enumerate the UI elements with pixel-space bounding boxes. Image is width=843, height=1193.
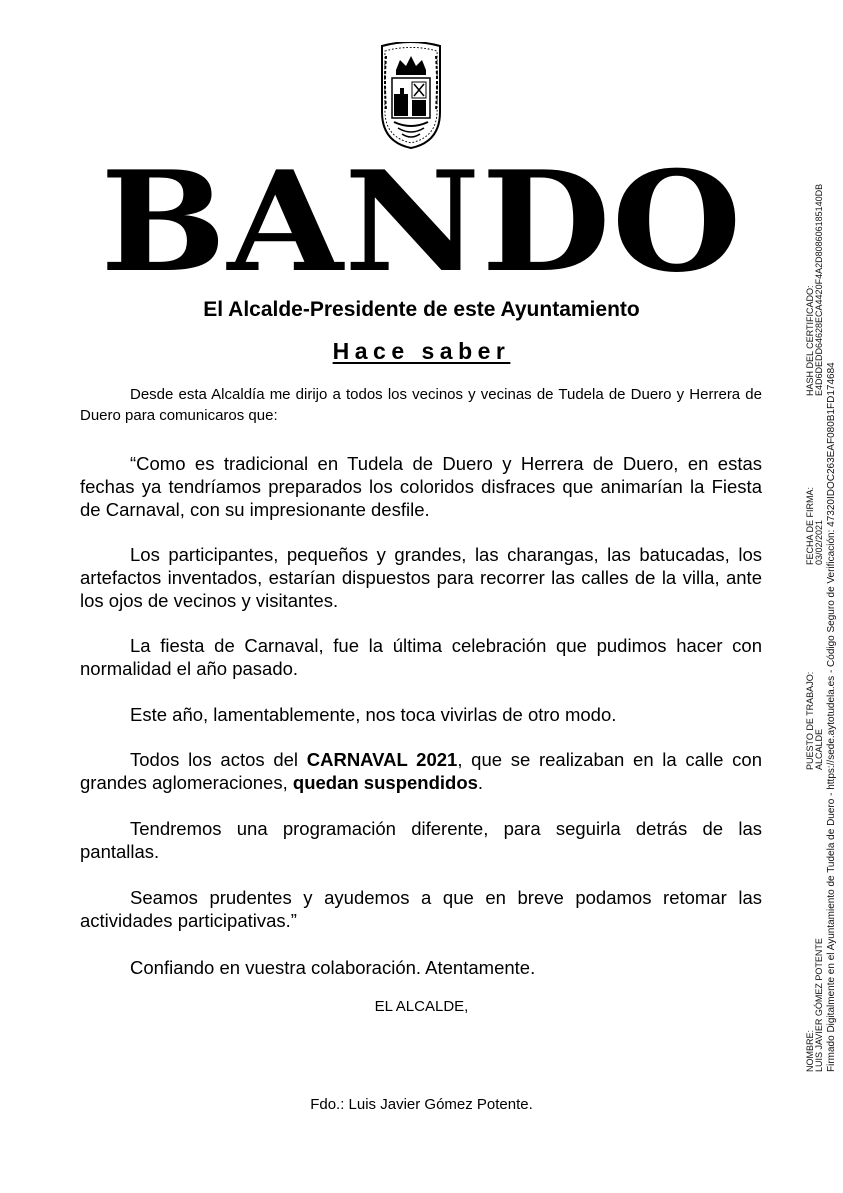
suspension-text-c: , que se realizaban en la calle con grandes aglomeraciones, xyxy=(80,749,762,793)
paragraph-programming: Tendremos una programación diferente, para seguirla detrás de las pantallas. xyxy=(80,818,762,862)
paragraph-this-year: Este año, lamentablemente, nos toca vivirlas de otro modo. xyxy=(130,704,617,725)
coat-of-arms-icon xyxy=(378,42,444,150)
document-subtitle: El Alcalde-Presidente de este Ayuntamiento xyxy=(203,298,640,321)
paragraph-closing: Confiando en vuestra colaboración. Atentamente. xyxy=(130,957,536,978)
sidebar-nombre-value: LUIS JAVIER GÓMEZ POTENTE xyxy=(814,938,824,1072)
sidebar-nombre xyxy=(806,938,824,1072)
document-title: BANDO xyxy=(100,140,743,303)
suspension-text-a: Todos los actos del xyxy=(130,749,307,770)
suspended-bold: quedan suspendidos xyxy=(292,772,478,793)
section-heading xyxy=(0,338,843,365)
sidebar-puesto-label: PUESTO DE TRABAJO: xyxy=(805,671,815,770)
sidebar-hash-value: E4D6DEDD64628ECA4420F4A2D808606185140DB xyxy=(814,183,824,396)
paragraph-prudence: Seamos prudentes y ayudemos a que en breve podamos retomar las actividades participativas.” xyxy=(80,887,762,931)
paragraph-suspension xyxy=(80,748,762,794)
paragraph-tradition: “Como es tradicional en Tudela de Duero y Herrera de Duero, en estas fechas ya tendríamos preparados los coloridos disfraces que animarían la Fiesta de Carnaval, con su impresionante desfile. xyxy=(80,453,762,520)
sidebar-fecha-value: 03/02/2021 xyxy=(814,519,824,565)
sidebar-puesto xyxy=(806,672,824,770)
intro-paragraph: Desde esta Alcaldía me dirijo a todos los vecinos y vecinas de Tudela de Duero y Herrera de Duero para comunicaros que: xyxy=(80,386,762,424)
sidebar-puesto-value: ALCALDE xyxy=(814,728,824,770)
sidebar-fecha xyxy=(806,487,824,565)
sidebar-hash xyxy=(806,184,824,396)
paragraph-participants: Los participantes, pequeños y grandes, las charangas, las batucadas, los artefactos inventados, estarían dispuestos para recorrer las calles de la villa, ante los ojos de vecinos y visitantes. xyxy=(80,544,762,611)
section-heading-text: Hace saber xyxy=(332,338,511,364)
signature-title: EL ALCALDE, xyxy=(374,998,469,1015)
sidebar-hash-label: HASH DEL CERTIFICADO: xyxy=(805,285,815,396)
suspension-text-e: . xyxy=(477,772,484,793)
paragraph-last-celebration: La fiesta de Carnaval, fue la última celebración que pudimos hacer con normalidad el año pasado. xyxy=(80,635,762,679)
carnaval-2021-bold: CARNAVAL 2021 xyxy=(306,749,458,770)
sidebar-nombre-label: NOMBRE: xyxy=(805,1029,815,1072)
sidebar-digital-signature: Firmado Digitalmente en el Ayuntamiento de Tudela de Duero - https://sede.aytotudela.es - Código Seguro de Verificación: 47320IDOC263EAF080B1FD174684 xyxy=(826,362,837,1072)
signature-name: Fdo.: Luis Javier Gómez Potente. xyxy=(310,1096,533,1113)
sidebar-fecha-label: FECHA DE FIRMA: xyxy=(805,486,815,565)
